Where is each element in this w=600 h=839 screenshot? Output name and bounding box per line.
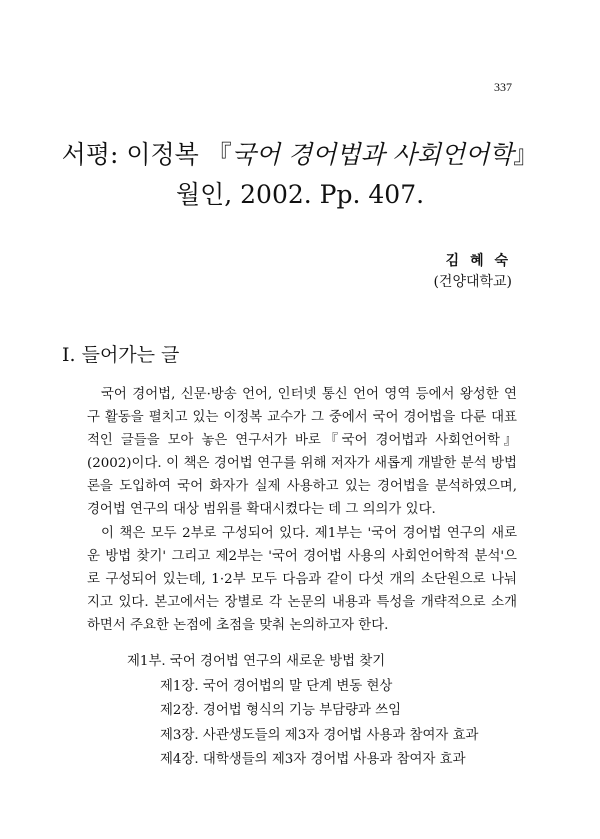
- author-affiliation: (건양대학교): [433, 274, 512, 290]
- title-line-1: [0, 138, 600, 172]
- toc-chapter: 제4장. 대학생들의 제3자 경어법 사용과 참여자 효과: [160, 752, 466, 767]
- paragraph: 이 책은 모두 2부로 구성되어 있다. 제1부는 '국어 경어법 연구의 새로운 방법 찾기' 그리고 제2부는 '국어 경어법 사용의 사회언어학적 분석'으로 구성되어 있는데, 1·2부 모두 다음과 같이 다섯 개의 소단원으로 나눠지고 있다. 본고에서는 장별로 각 논문의 내용과 특성을 개략적으로 소개하면서 주요한 논점에 초점을 맞춰 논의하고자 한다.: [87, 525, 517, 633]
- title-line-2: 월인, 2002. Pp. 407.: [175, 180, 425, 209]
- book-title: 국어 경어법과 사회언어학: [231, 140, 514, 169]
- toc-chapter: 제3장. 사관생도들의 제3자 경어법 사용과 참여자 효과: [160, 727, 479, 743]
- page-number: 337: [494, 80, 512, 94]
- table-of-contents: [127, 650, 478, 773]
- review-title: [0, 138, 600, 212]
- title-suffix: 』: [513, 140, 539, 169]
- toc-part: 제1부. 국어 경어법 연구의 새로운 방법 찾기: [127, 654, 386, 669]
- toc-chapter: 제2장. 경어법 형식의 기능 부담량과 쓰임: [160, 703, 402, 718]
- author-name: 김 혜 숙: [445, 253, 511, 269]
- title-prefix: 서평: 이정복 『: [61, 140, 232, 169]
- section-heading: I. 들어가는 글: [62, 344, 180, 366]
- toc-chapter: 제1장. 국어 경어법의 말 단계 변동 현상: [160, 678, 393, 694]
- paragraph: 국어 경어법, 신문·방송 언어, 인터넷 통신 언어 영역 등에서 왕성한 연구 활동을 펼치고 있는 이정복 교수가 그 중에서 국어 경어법을 다룬 대표적인 글들을 모아 놓은 연구서가 바로『국어 경어법과 사회언어학』(2002)이다. 이 책은 경어법 연구를 위해 저자가 새롭게 개발한 분석 방법론을 도입하여 국어 화자가 실제 사용하고 있는 경어법을 분석하였으며, 경어법 연구의 대상 범위를 확대시켰다는 데 그 의의가 있다.: [87, 387, 517, 518]
- body-text: [87, 383, 517, 637]
